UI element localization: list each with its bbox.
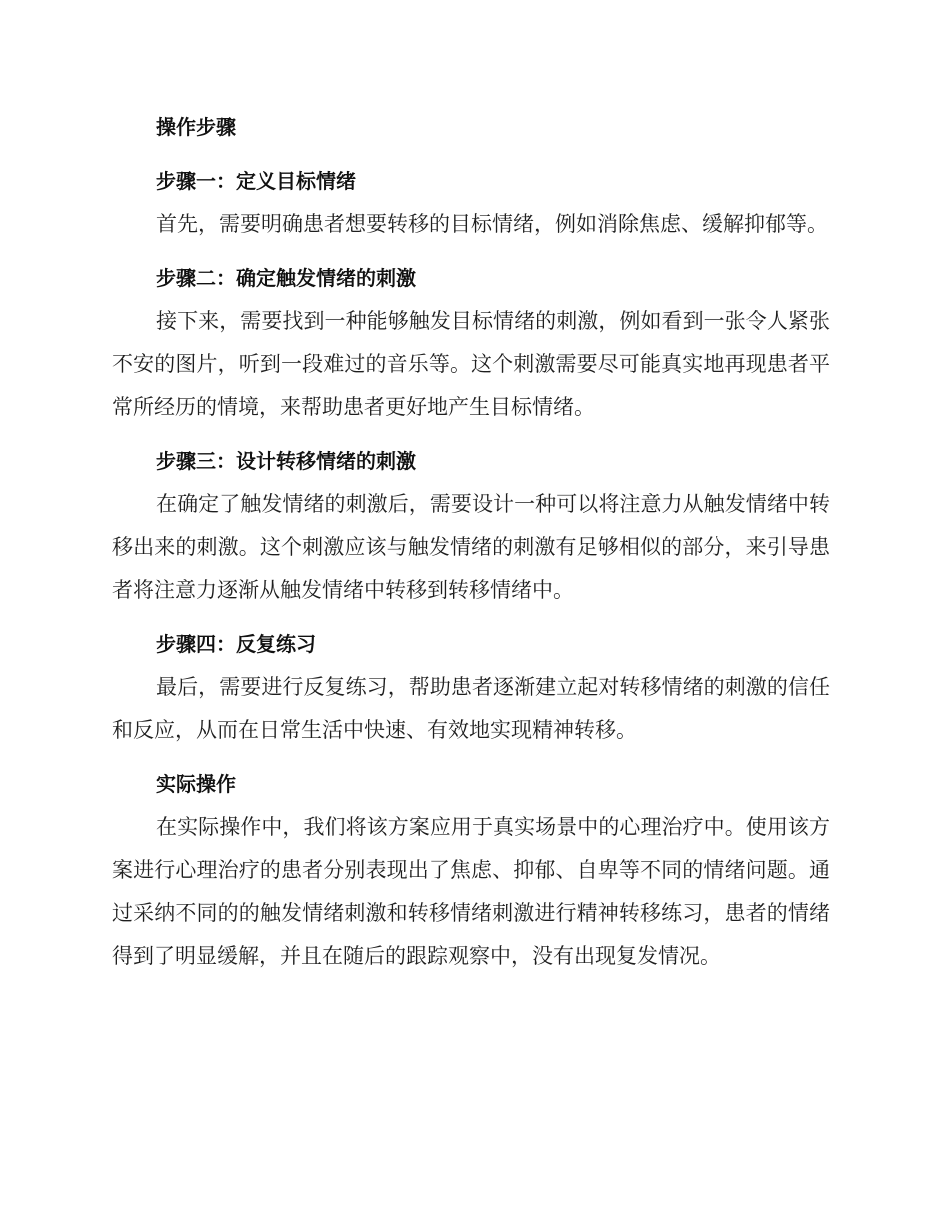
section-title: 操作步骤 (156, 115, 236, 139)
practice-heading: 实际操作 (156, 772, 236, 796)
step-1-heading: 步骤一：定义目标情绪 (156, 169, 356, 193)
step-3-paragraph: 在确定了触发情绪的刺激后，需要设计一种可以将注意力从触发情绪中转移出来的刺激。这个刺激应该与触发情绪的刺激有足够相似的部分，来引导患者将注意力逐渐从触发情绪中转移到转移情绪中。 (112, 492, 830, 602)
step-2-heading: 步骤二：确定触发情绪的刺激 (156, 266, 416, 290)
step-2-paragraph: 接下来，需要找到一种能够触发目标情绪的刺激，例如看到一张令人紧张不安的图片，听到一段难过的音乐等。这个刺激需要尽可能真实地再现患者平常所经历的情境，来帮助患者更好地产生目标情绪。 (112, 309, 830, 419)
practice-paragraph: 在实际操作中，我们将该方案应用于真实场景中的心理治疗中。使用该方案进行心理治疗的患者分别表现出了焦虑、抑郁、自卑等不同的情绪问题。通过采纳不同的的触发情绪刺激和转移情绪刺激进行精神转移练习，患者的情绪得到了明显缓解，并且在随后的跟踪观察中，没有出现复发情况。 (112, 815, 830, 968)
document-page (112, 106, 830, 978)
step-4-heading: 步骤四：反复练习 (156, 632, 316, 656)
step-3-heading: 步骤三：设计转移情绪的刺激 (156, 449, 416, 473)
step-4-paragraph: 最后，需要进行反复练习，帮助患者逐渐建立起对转移情绪的刺激的信任和反应，从而在日常生活中快速、有效地实现精神转移。 (112, 675, 830, 742)
step-1-paragraph: 首先，需要明确患者想要转移的目标情绪，例如消除焦虑、缓解抑郁等。 (156, 212, 828, 236)
